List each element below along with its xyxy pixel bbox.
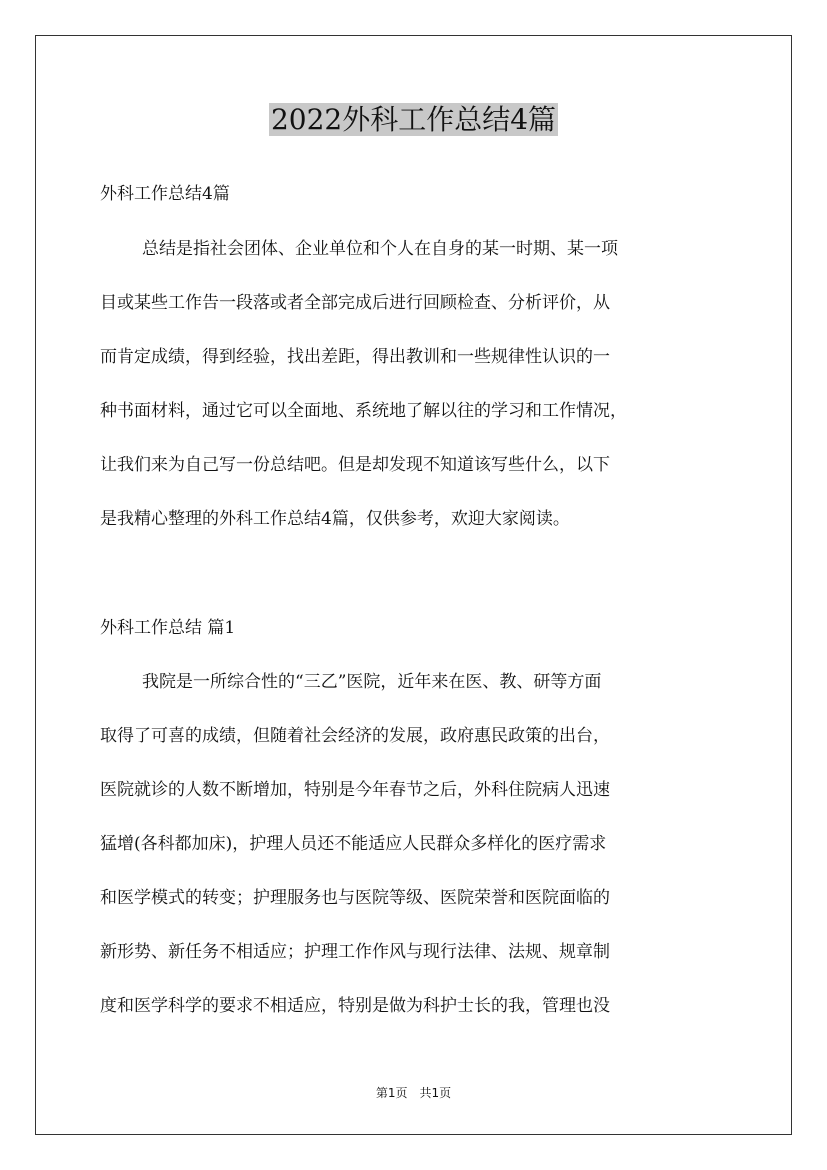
section1-line-5: 和医学模式的转变；护理服务也与医院等级、医院荣誉和医院面临的 — [100, 888, 610, 908]
intro-heading: 外科工作总结4篇 — [100, 184, 230, 204]
section1-line-2: 取得了可喜的成绩，但随着社会经济的发展，政府惠民政策的出台， — [100, 726, 610, 746]
section1-heading: 外科工作总结 篇1 — [100, 618, 236, 638]
document-title: 2022外科工作总结4篇 — [270, 103, 557, 136]
intro-line-2: 目或某些工作告一段落或者全部完成后进行回顾检查、分析评价，从 — [100, 293, 610, 313]
section1-line-3: 医院就诊的人数不断增加，特别是今年春节之后，外科住院病人迅速 — [100, 780, 610, 800]
section1-line-7: 度和医学科学的要求不相适应，特别是做为科护士长的我，管理也没 — [100, 996, 610, 1016]
intro-line-3: 而肯定成绩，得到经验，找出差距，得出教训和一些规律性认识的一 — [100, 347, 610, 367]
intro-line-6: 是我精心整理的外科工作总结4篇，仅供参考，欢迎大家阅读。 — [100, 509, 570, 529]
section1-line-1: 我院是一所综合性的“三乙”医院，近年来在医、教、研等方面 — [142, 672, 602, 692]
section1-line-4: 猛增(各科都加床)，护理人员还不能适应人民群众多样化的医疗需求 — [100, 834, 607, 854]
intro-line-5: 让我们来为自己写一份总结吧。但是却发现不知道该写些什么，以下 — [100, 455, 610, 475]
page-footer: 第1页 共1页 — [375, 1086, 452, 1100]
section1-line-6: 新形势、新任务不相适应；护理工作作风与现行法律、法规、规章制 — [100, 942, 610, 962]
intro-line-4: 种书面材料，通过它可以全面地、系统地了解以往的学习和工作情况， — [100, 401, 627, 421]
intro-line-1: 总结是指社会团体、企业单位和个人在自身的某一时期、某一项 — [142, 239, 618, 259]
